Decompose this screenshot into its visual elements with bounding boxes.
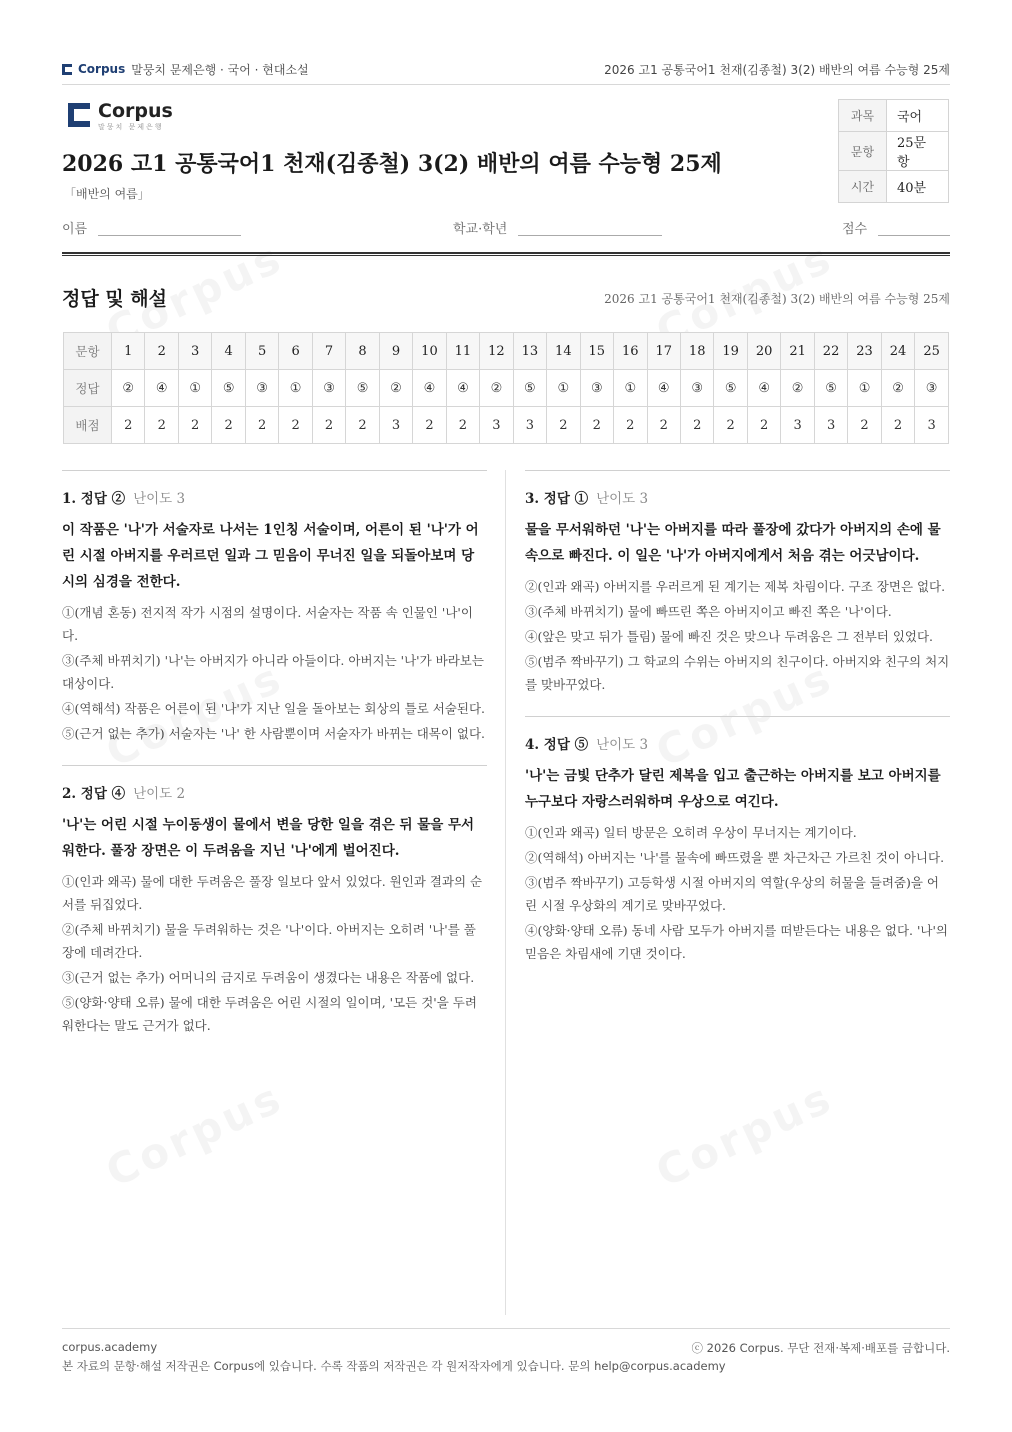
answer-cell: ④ xyxy=(446,370,479,407)
section-subtitle: 2026 고1 공통국어1 천재(김종철) 3(2) 배반의 여름 수능형 25제 xyxy=(604,292,950,306)
question-answer: 1. 정답 ② xyxy=(62,491,126,507)
answer-cell: ② xyxy=(881,370,914,407)
answer-cell: ② xyxy=(112,370,145,407)
explanation-main: '나'는 어린 시절 누이동생이 물에서 변을 당한 일을 겪은 뒤 물을 무서워한다. 풀장 장면은 이 두려움을 지닌 '나'에게 벌어진다. xyxy=(62,817,475,859)
question-answer: 4. 정답 ⑤ xyxy=(525,737,589,753)
meta-key: 문항 xyxy=(839,132,887,171)
meta-row xyxy=(839,171,949,203)
option-explanation: ②(역해석) 아버지는 '나'를 물속에 빠뜨렸을 뿐 차근차근 가르친 것이 아니다. xyxy=(525,850,945,865)
watermark xyxy=(649,1072,841,1196)
question-explanation xyxy=(525,470,950,696)
logo-subtext: 말뭉치 문제은행 xyxy=(98,123,164,131)
option-explanation: ③(주체 바뀌치기) '나'는 아버지가 아니라 아들이다. 아버지는 '나'가 바라보는 대상이다. xyxy=(62,653,484,691)
meta-key: 시간 xyxy=(839,171,887,203)
difficulty-label: 난이도 3 xyxy=(596,737,649,753)
answer-cell: ⑤ xyxy=(346,370,379,407)
answer-cell: ③ xyxy=(915,370,949,407)
points-cell: 2 xyxy=(178,407,211,444)
points-row xyxy=(64,407,949,444)
footer-site-link[interactable]: corpus.academy xyxy=(62,1340,158,1354)
points-cell: 2 xyxy=(346,407,379,444)
points-cell: 3 xyxy=(781,407,814,444)
points-cell: 2 xyxy=(881,407,914,444)
meta-value: 국어 xyxy=(887,100,949,132)
exam-meta-table xyxy=(838,99,949,203)
section-title: 정답 및 해설 xyxy=(62,288,167,310)
meta-row xyxy=(839,100,949,132)
meta-value: 40분 xyxy=(887,171,949,203)
points-cell: 3 xyxy=(513,407,546,444)
explanation-main: 물을 무서워하던 '나'는 아버지를 따라 풀장에 갔다가 아버지의 손에 물속으로 빠진다. 이 일은 '나'가 아버지에게서 처음 겪는 어긋남이다. xyxy=(525,522,941,564)
question-number-cell: 20 xyxy=(747,333,780,370)
running-header-brand: Corpus xyxy=(78,62,126,76)
option-explanation: ③(근거 없는 추가) 어머니의 금지로 두려움이 생겼다는 내용은 작품에 없다. xyxy=(62,970,475,985)
question-number-cell: 9 xyxy=(379,333,412,370)
question-number-row xyxy=(64,333,949,370)
question-number-cell: 10 xyxy=(413,333,446,370)
answer-cell: ④ xyxy=(747,370,780,407)
logo xyxy=(68,101,173,132)
option-explanation: ④(역해석) 작품은 어른이 된 '나'가 지난 일을 돌아보는 회상의 틀로 서술된다. xyxy=(62,701,486,716)
option-explanation: ④(양화·양태 오류) 동네 사람 모두가 아버지를 떠받든다는 내용은 없다. '나'의 믿음은 차림새에 기댄 것이다. xyxy=(525,923,949,961)
answer-cell: ① xyxy=(279,370,312,407)
question-number-cell: 24 xyxy=(881,333,914,370)
points-cell: 2 xyxy=(680,407,713,444)
points-cell: 2 xyxy=(413,407,446,444)
score-label: 점수 xyxy=(842,222,868,237)
points-cell: 2 xyxy=(145,407,178,444)
question-number-cell: 7 xyxy=(312,333,345,370)
question-number-cell: 22 xyxy=(814,333,847,370)
points-cell: 2 xyxy=(848,407,881,444)
option-explanation: ④(앞은 맞고 뒤가 틀림) 물에 빠진 것은 맞으나 두려움은 그 전부터 있었다. xyxy=(525,629,934,644)
logo-word: Corpus xyxy=(98,100,173,122)
points-cell: 2 xyxy=(446,407,479,444)
explanation-main: 이 작품은 '나'가 서술자로 나서는 1인칭 서술이며, 어른이 된 '나'가 어린 시절 아버지를 우러르던 일과 그 믿음이 무너진 일을 되돌아보며 당시의 심경을 전한다. xyxy=(62,522,479,590)
option-explanation: ②(주체 바뀌치기) 물을 두려워하는 것은 '나'이다. 아버지는 오히려 '나'를 풀장에 데려간다. xyxy=(62,922,476,960)
question-heading xyxy=(62,487,487,507)
question-number-cell: 16 xyxy=(614,333,647,370)
question-number-cell: 18 xyxy=(680,333,713,370)
question-number-cell: 11 xyxy=(446,333,479,370)
answer-cell: ④ xyxy=(647,370,680,407)
question-number-cell: 13 xyxy=(513,333,546,370)
points-cell: 2 xyxy=(614,407,647,444)
question-number-cell: 8 xyxy=(346,333,379,370)
answer-row xyxy=(64,370,949,407)
option-explanation: ②(인과 왜곡) 아버지를 우러르게 된 계기는 제복 차림이다. 구조 장면은 없다. xyxy=(525,579,946,594)
score-field[interactable] xyxy=(878,235,950,236)
answer-cell: ③ xyxy=(580,370,613,407)
answer-cell: ⑤ xyxy=(714,370,747,407)
points-cell: 3 xyxy=(814,407,847,444)
question-number-cell: 14 xyxy=(547,333,580,370)
points-cell: 2 xyxy=(647,407,680,444)
question-answer: 2. 정답 ④ xyxy=(62,786,126,802)
question-number-cell: 15 xyxy=(580,333,613,370)
option-explanation: ③(범주 짝바꾸기) 고등학생 시절 아버지의 역할(우상의 허물을 들려줌)을 어린 시절 우상화의 계기로 맞바꾸었다. xyxy=(525,875,939,913)
question-answer: 3. 정답 ① xyxy=(525,491,589,507)
points-cell: 3 xyxy=(480,407,513,444)
points-cell: 2 xyxy=(279,407,312,444)
answer-cell: ② xyxy=(379,370,412,407)
points-cell: 3 xyxy=(915,407,949,444)
answer-cell: ① xyxy=(178,370,211,407)
option-explanation: ③(주체 바뀌치기) 물에 빠뜨린 쪽은 아버지이고 빠진 쪽은 '나'이다. xyxy=(525,604,892,619)
meta-value: 25문항 xyxy=(887,132,949,171)
watermark xyxy=(99,1072,291,1196)
question-explanation xyxy=(62,765,487,1037)
footer-copyright: ⓒ 2026 Corpus. 무단 전재·복제·배포를 금합니다. xyxy=(691,1341,950,1355)
answer-cell: ⑤ xyxy=(814,370,847,407)
answer-cell: ③ xyxy=(312,370,345,407)
answer-cell: ⑤ xyxy=(513,370,546,407)
title-double-rule xyxy=(62,252,950,256)
question-number-cell: 12 xyxy=(480,333,513,370)
row-header: 배점 xyxy=(64,407,112,444)
school-field[interactable] xyxy=(518,235,662,236)
points-cell: 2 xyxy=(747,407,780,444)
meta-key: 과목 xyxy=(839,100,887,132)
points-cell: 2 xyxy=(245,407,278,444)
points-cell: 2 xyxy=(212,407,245,444)
option-explanation: ⑤(양화·양태 오류) 물에 대한 두려움은 어린 시절의 일이며, '모든 것'을 두려워한다는 말도 근거가 없다. xyxy=(62,995,477,1033)
question-number-cell: 6 xyxy=(279,333,312,370)
question-number-cell: 21 xyxy=(781,333,814,370)
option-explanation: ⑤(범주 짝바꾸기) 그 학교의 수위는 아버지의 친구이다. 아버지와 친구의 처지를 맞바꾸었다. xyxy=(525,654,950,692)
difficulty-label: 난이도 3 xyxy=(133,491,186,507)
answer-cell: ③ xyxy=(680,370,713,407)
answer-cell: ① xyxy=(848,370,881,407)
footer-divider xyxy=(62,1328,950,1329)
option-explanation: ①(인과 왜곡) 물에 대한 두려움은 풀장 일보다 앞서 있었다. 원인과 결과의 순서를 뒤집었다. xyxy=(62,874,483,912)
question-number-cell: 1 xyxy=(112,333,145,370)
option-explanation: ⑤(근거 없는 추가) 서술자는 '나' 한 사람뿐이며 서술자가 바뀌는 대목이 없다. xyxy=(62,726,486,741)
answer-cell: ② xyxy=(480,370,513,407)
question-number-cell: 19 xyxy=(714,333,747,370)
answer-cell: ③ xyxy=(245,370,278,407)
question-number-cell: 4 xyxy=(212,333,245,370)
question-explanation xyxy=(62,470,487,745)
name-field[interactable] xyxy=(98,235,241,236)
points-cell: 2 xyxy=(580,407,613,444)
question-number-cell: 17 xyxy=(647,333,680,370)
corpus-logo-icon xyxy=(62,64,72,75)
points-cell: 2 xyxy=(112,407,145,444)
question-heading xyxy=(525,733,950,753)
footer-notice: 본 자료의 문항·해설 저작권은 Corpus에 있습니다. 수록 작품의 저작권은 각 원저작자에게 있습니다. 문의 help@corpus.academy xyxy=(62,1359,726,1373)
name-label: 이름 xyxy=(62,222,88,237)
answer-cell: ① xyxy=(547,370,580,407)
explanation-main: '나'는 금빛 단추가 달린 제복을 입고 출근하는 아버지를 보고 아버지를 누구보다 자랑스러워하며 우상으로 여긴다. xyxy=(525,768,941,810)
header-divider xyxy=(62,84,950,85)
points-cell: 2 xyxy=(547,407,580,444)
answer-cell: ⑤ xyxy=(212,370,245,407)
option-explanation: ①(개념 혼동) 전지적 작가 시점의 설명이다. 서술자는 작품 속 인물인 '나'이다. xyxy=(62,605,473,643)
student-info-row xyxy=(62,216,950,238)
question-explanation xyxy=(525,716,950,965)
question-number-cell: 3 xyxy=(178,333,211,370)
question-number-cell: 23 xyxy=(848,333,881,370)
explanations-right-column xyxy=(525,470,950,985)
answer-grid xyxy=(63,332,949,444)
work-title: 「배반의 여름」 xyxy=(64,187,150,201)
running-header xyxy=(62,58,950,80)
school-label: 학교·학년 xyxy=(453,222,508,237)
answer-cell: ④ xyxy=(145,370,178,407)
option-explanation: ①(인과 왜곡) 일터 방문은 오히려 우상이 무너지는 계기이다. xyxy=(525,825,857,840)
running-header-left xyxy=(62,61,309,78)
corpus-logo-mark-icon xyxy=(68,103,90,127)
meta-row xyxy=(839,132,949,171)
question-number-cell: 2 xyxy=(145,333,178,370)
difficulty-label: 난이도 2 xyxy=(133,786,186,802)
row-header: 정답 xyxy=(64,370,112,407)
page-title: 2026 고1 공통국어1 천재(김종철) 3(2) 배반의 여름 수능형 25제 xyxy=(62,151,722,177)
question-number-cell: 5 xyxy=(245,333,278,370)
column-divider xyxy=(505,470,506,1315)
running-header-title: 2026 고1 공통국어1 천재(김종철) 3(2) 배반의 여름 수능형 25제 xyxy=(604,62,950,77)
points-cell: 2 xyxy=(714,407,747,444)
points-cell: 3 xyxy=(379,407,412,444)
explanations-left-column xyxy=(62,470,487,1057)
answer-cell: ② xyxy=(781,370,814,407)
row-header: 문항 xyxy=(64,333,112,370)
question-number-cell: 25 xyxy=(915,333,949,370)
answer-cell: ① xyxy=(614,370,647,407)
question-heading xyxy=(525,487,950,507)
answer-cell: ④ xyxy=(413,370,446,407)
difficulty-label: 난이도 3 xyxy=(596,491,649,507)
running-header-breadcrumb: 말뭉치 문제은행 · 국어 · 현대소설 xyxy=(131,62,309,77)
question-heading xyxy=(62,782,487,802)
points-cell: 2 xyxy=(312,407,345,444)
